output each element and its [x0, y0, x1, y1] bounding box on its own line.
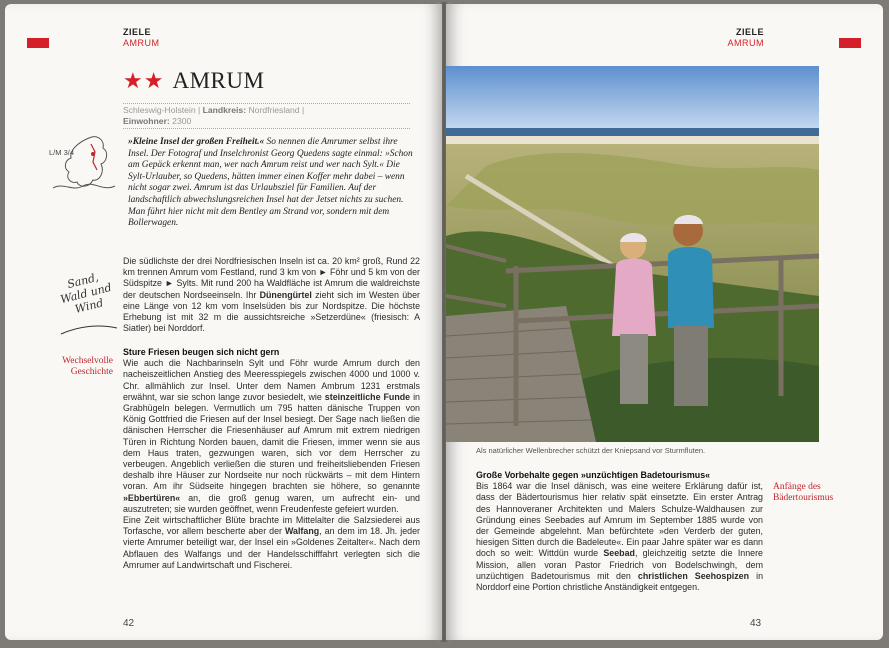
handwritten-underline-icon — [59, 322, 119, 338]
photo-illustration — [446, 66, 819, 442]
header-destination: AMRUM — [123, 38, 160, 48]
left-page — [5, 4, 442, 640]
star-rating-icon: ★★ — [123, 68, 165, 93]
page-number: 43 — [750, 618, 762, 629]
running-header — [123, 27, 160, 49]
intro-paragraph: Die südlichste der drei Nordfriesischen Inseln ist ca. 20 km² groß, Rund 22 km trennen Amrum vom Festland, rund 3 km von ► Föhr und 5 km von der Südspitze ► Sylts. Mit rund 200 ha Waldfläche ist Amrum die waldreichste der deutschen Nordseeinseln. Ihr Dünengürtel zieht sich im Westen über eine Länge von 12 km vom Inselsüden bis zur Nordspitze. Die höchste Erhebung ist mit 32 m die aussichtsreiche »Setzerdüne« (friesisch: A Siatler) bei Norddorf. — [123, 256, 420, 334]
history-paragraph: Wie auch die Nachbarinseln Sylt und Föhr wurde Amrum durch den nacheiszeitlichen Anstieg des Meeresspiegels zwischen 4000 und 1000 v. Chr. allmählich zur Insel. Unter dem Namen Ambrum 1231 erstmals erwähnt, war sie schon lange zuvor besiedelt, wie steinzeitliche Funde in Grabhügeln belegen. Vermutlich um 795 hatten dänische Truppen von König Gottfried die Friesen auf der Insel besiegt. Der Sage nach ließen die dänischen Herrscher die Friesenhäuser auf Amrum mit extrem niedrigen Türen in Richtung Norden bauen, damit die Friesen, immer wenn sie aus dem Haus traten, gezwungen waren, sich vor dem Herrscher zu verbeugen. Angeblich verließen die sturen und freiheitsliebenden Friesen deshalb ihre Häuser zur Nordseite nur noch rückwärts – mit dem Hintern voran. Am ihr Südseite hingegen brachten sie höhere, so genannte »Ebbertüren« an, die groß genug waren, um aufrecht ein- und auszutreten; sie wurden geöffnet, wenn Freudenfeste gefeiert wurden. — [123, 358, 420, 514]
history-section — [123, 347, 420, 571]
page-edge-marker — [839, 38, 861, 48]
island-outline-icon — [49, 132, 121, 204]
section-subheading: Große Vorbehalte gegen »unzüchtigen Badetourismus« — [476, 470, 711, 480]
economy-paragraph: Eine Zeit wirtschaftlicher Blüte brachte im Mittelalter die Salzsiederei aus Torfasche, vor allem bescherte aber der Walfang, an dem im 18. Jh. jeder vierte Amrumer beteiligt war, der Insel ein »Goldenes Zeitalter«. Nach dem Abflauen des Walfangs und der Handelsschifffahrt verlegten sich die Amrumer auf Landwirtschaft und Fischerei. — [123, 515, 420, 570]
destination-title — [123, 68, 264, 94]
photo-caption: Als natürlicher Wellenbrecher schützt der Kniepsand vor Sturmfluten. — [476, 446, 706, 455]
tourism-section — [476, 470, 763, 593]
margin-note-tourism: Anfänge des Bädertourismus — [773, 482, 834, 503]
page-edge-marker — [27, 38, 49, 48]
section-subheading: Sture Friesen beugen sich nicht gern — [123, 347, 280, 357]
destination-facts: Schleswig-Holstein | Landkreis: Nordfriesland | Einwohner: 2300 — [123, 103, 410, 129]
running-header — [724, 27, 764, 49]
right-page — [446, 4, 883, 640]
header-section: ZIELE — [123, 27, 152, 37]
header-destination: AMRUM — [727, 38, 764, 48]
page-number: 42 — [123, 618, 135, 629]
page-title: AMRUM — [172, 68, 265, 93]
margin-note-history: Wechselvolle Geschichte — [62, 356, 113, 377]
tourism-paragraph: Bis 1864 war die Insel dänisch, was eine weitere Erklärung dafür ist, dass der Bädertourismus hier relativ spät einsetzte. Ein erster Antrag des Hannoveraner Architekten und Malers Schulze-Waldhausen zur Gründung eines Seebades auf Amrum im September 1885 wurde von der Gemeinde abgelehnt. Man befürchtete »den Verderb der guten, hiesigen Sitten durch die Badeleute«. Ein paar Jahre später war es dann doch so weit: Wittdün wurde Seebad, gleichzeitig setzte die Innere Mission, allen voran Pastor Friedrich von Bodelschwingh, dem unzüchtigen Badetourismus mit den christlichen Seehospizen in Norddorf eine Portion christliche Anständigkeit entgegen. — [476, 481, 764, 593]
header-section: ZIELE — [735, 27, 764, 37]
map-grid-label: L/M 3/4 — [49, 148, 75, 157]
dune-boardwalk-photo — [446, 66, 819, 442]
handwritten-note: Sand, Wald und Wind — [59, 270, 113, 316]
locator-map — [49, 132, 121, 204]
intro-quote: »Kleine Insel der großen Freiheit.« So nennen die Amrumer selbst ihre Insel. Der Fotograf und Inselchronist Georg Quedens sagte einmal: »Schon am Gepäck erkennt man, wer nach Amrum reist und wer nach Sylt.« Die Sylt-Urlauber, so Quedens, hätten immer einen Koffer mehr dabei – wenn nicht sogar zwei. Amrum ist das Urlaubsziel für Familien. Auf der landschaftlich abwechslungsreichen Insel hat der Jetset nichts zu suchen. Man führt hier nicht mit dem Bentley am Strand vor, sondern mit dem Bollerwagen. — [128, 137, 413, 229]
